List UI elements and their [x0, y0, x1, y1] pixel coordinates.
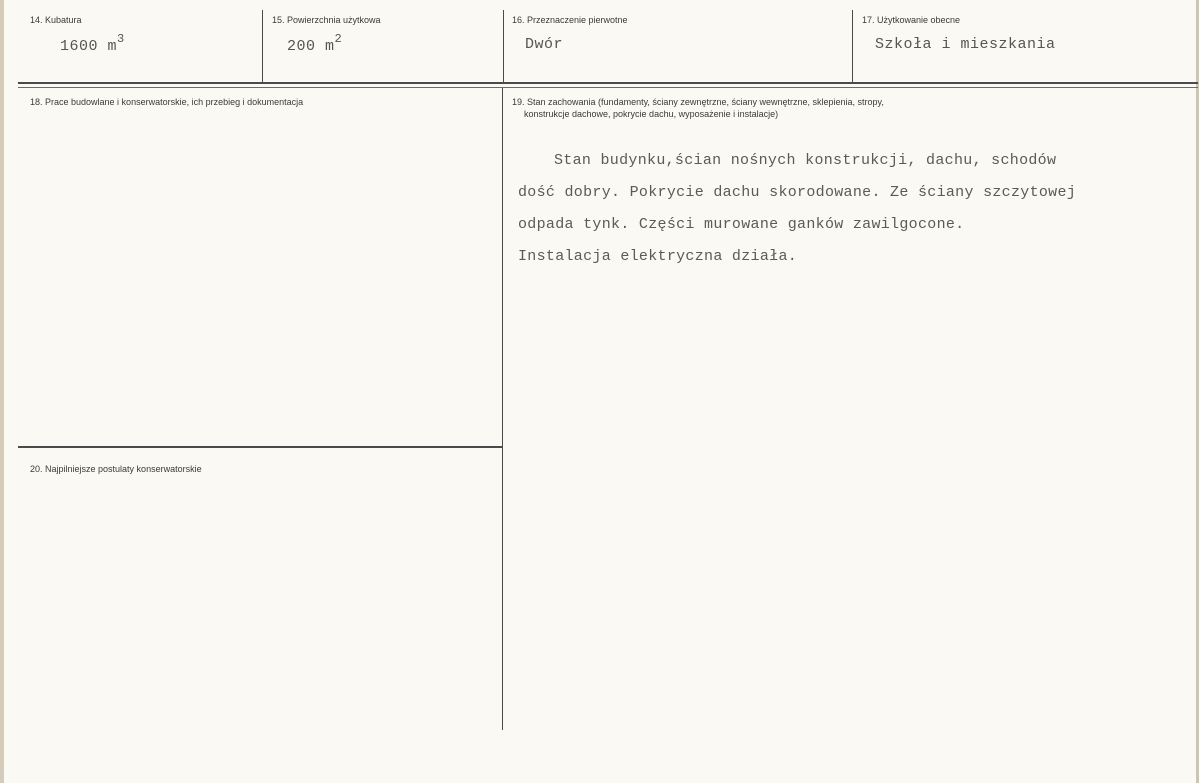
field-19-text: [518, 150, 1158, 278]
field-17-label: 17. Użytkowanie obecne: [862, 15, 961, 25]
field-15-value: 200 $m^2$: [287, 32, 343, 55]
divider-18-20: [18, 446, 502, 448]
field-14-label: 14. Kubatura: [30, 15, 82, 25]
divider-15-16: [503, 10, 504, 82]
top-row-bottom-rule: [18, 82, 1198, 84]
field-19-label-line1: 19. Stan zachowania (fundamenty, ściany zewnętrzne, ściany wewnętrzne, sklepienia, stropy,: [512, 97, 884, 107]
field-19-text-line: Stan budynku,ścian nośnych konstrukcji, dachu, schodów: [554, 152, 1057, 169]
field-19-label-line2: konstrukcje dachowe, pokrycie dachu, wyposażenie i instalacje): [524, 109, 779, 119]
field-16-value: Dwór: [525, 36, 564, 53]
divider-14-15: [262, 10, 263, 82]
card-left-edge: [0, 0, 4, 783]
field-15-label: 15. Powierzchnia użytkowa: [272, 15, 381, 25]
field-14-value: 1600 $m^3$: [60, 32, 125, 55]
field-18-label: 18. Prace budowlane i konserwatorskie, ich przebieg i dokumentacja: [30, 97, 304, 107]
field-19-text-line: dość dobry. Pokrycie dachu skorodowane. Ze ściany szczytowej: [518, 184, 1077, 201]
top-row-bottom-rule-secondary: [18, 87, 1198, 88]
field-17-value: Szkoła i mieszkania: [875, 36, 1056, 53]
field-19-text-line: Instalacja elektryczna działa.: [518, 248, 798, 265]
divider-main-columns: [502, 88, 503, 730]
field-16-label: 16. Przeznaczenie pierwotne: [512, 15, 628, 25]
field-19-text-line: odpada tynk. Części murowane ganków zawilgocone.: [518, 216, 965, 233]
divider-16-17: [852, 10, 853, 82]
field-20-label: 20. Najpilniejsze postulaty konserwatorskie: [30, 464, 202, 474]
